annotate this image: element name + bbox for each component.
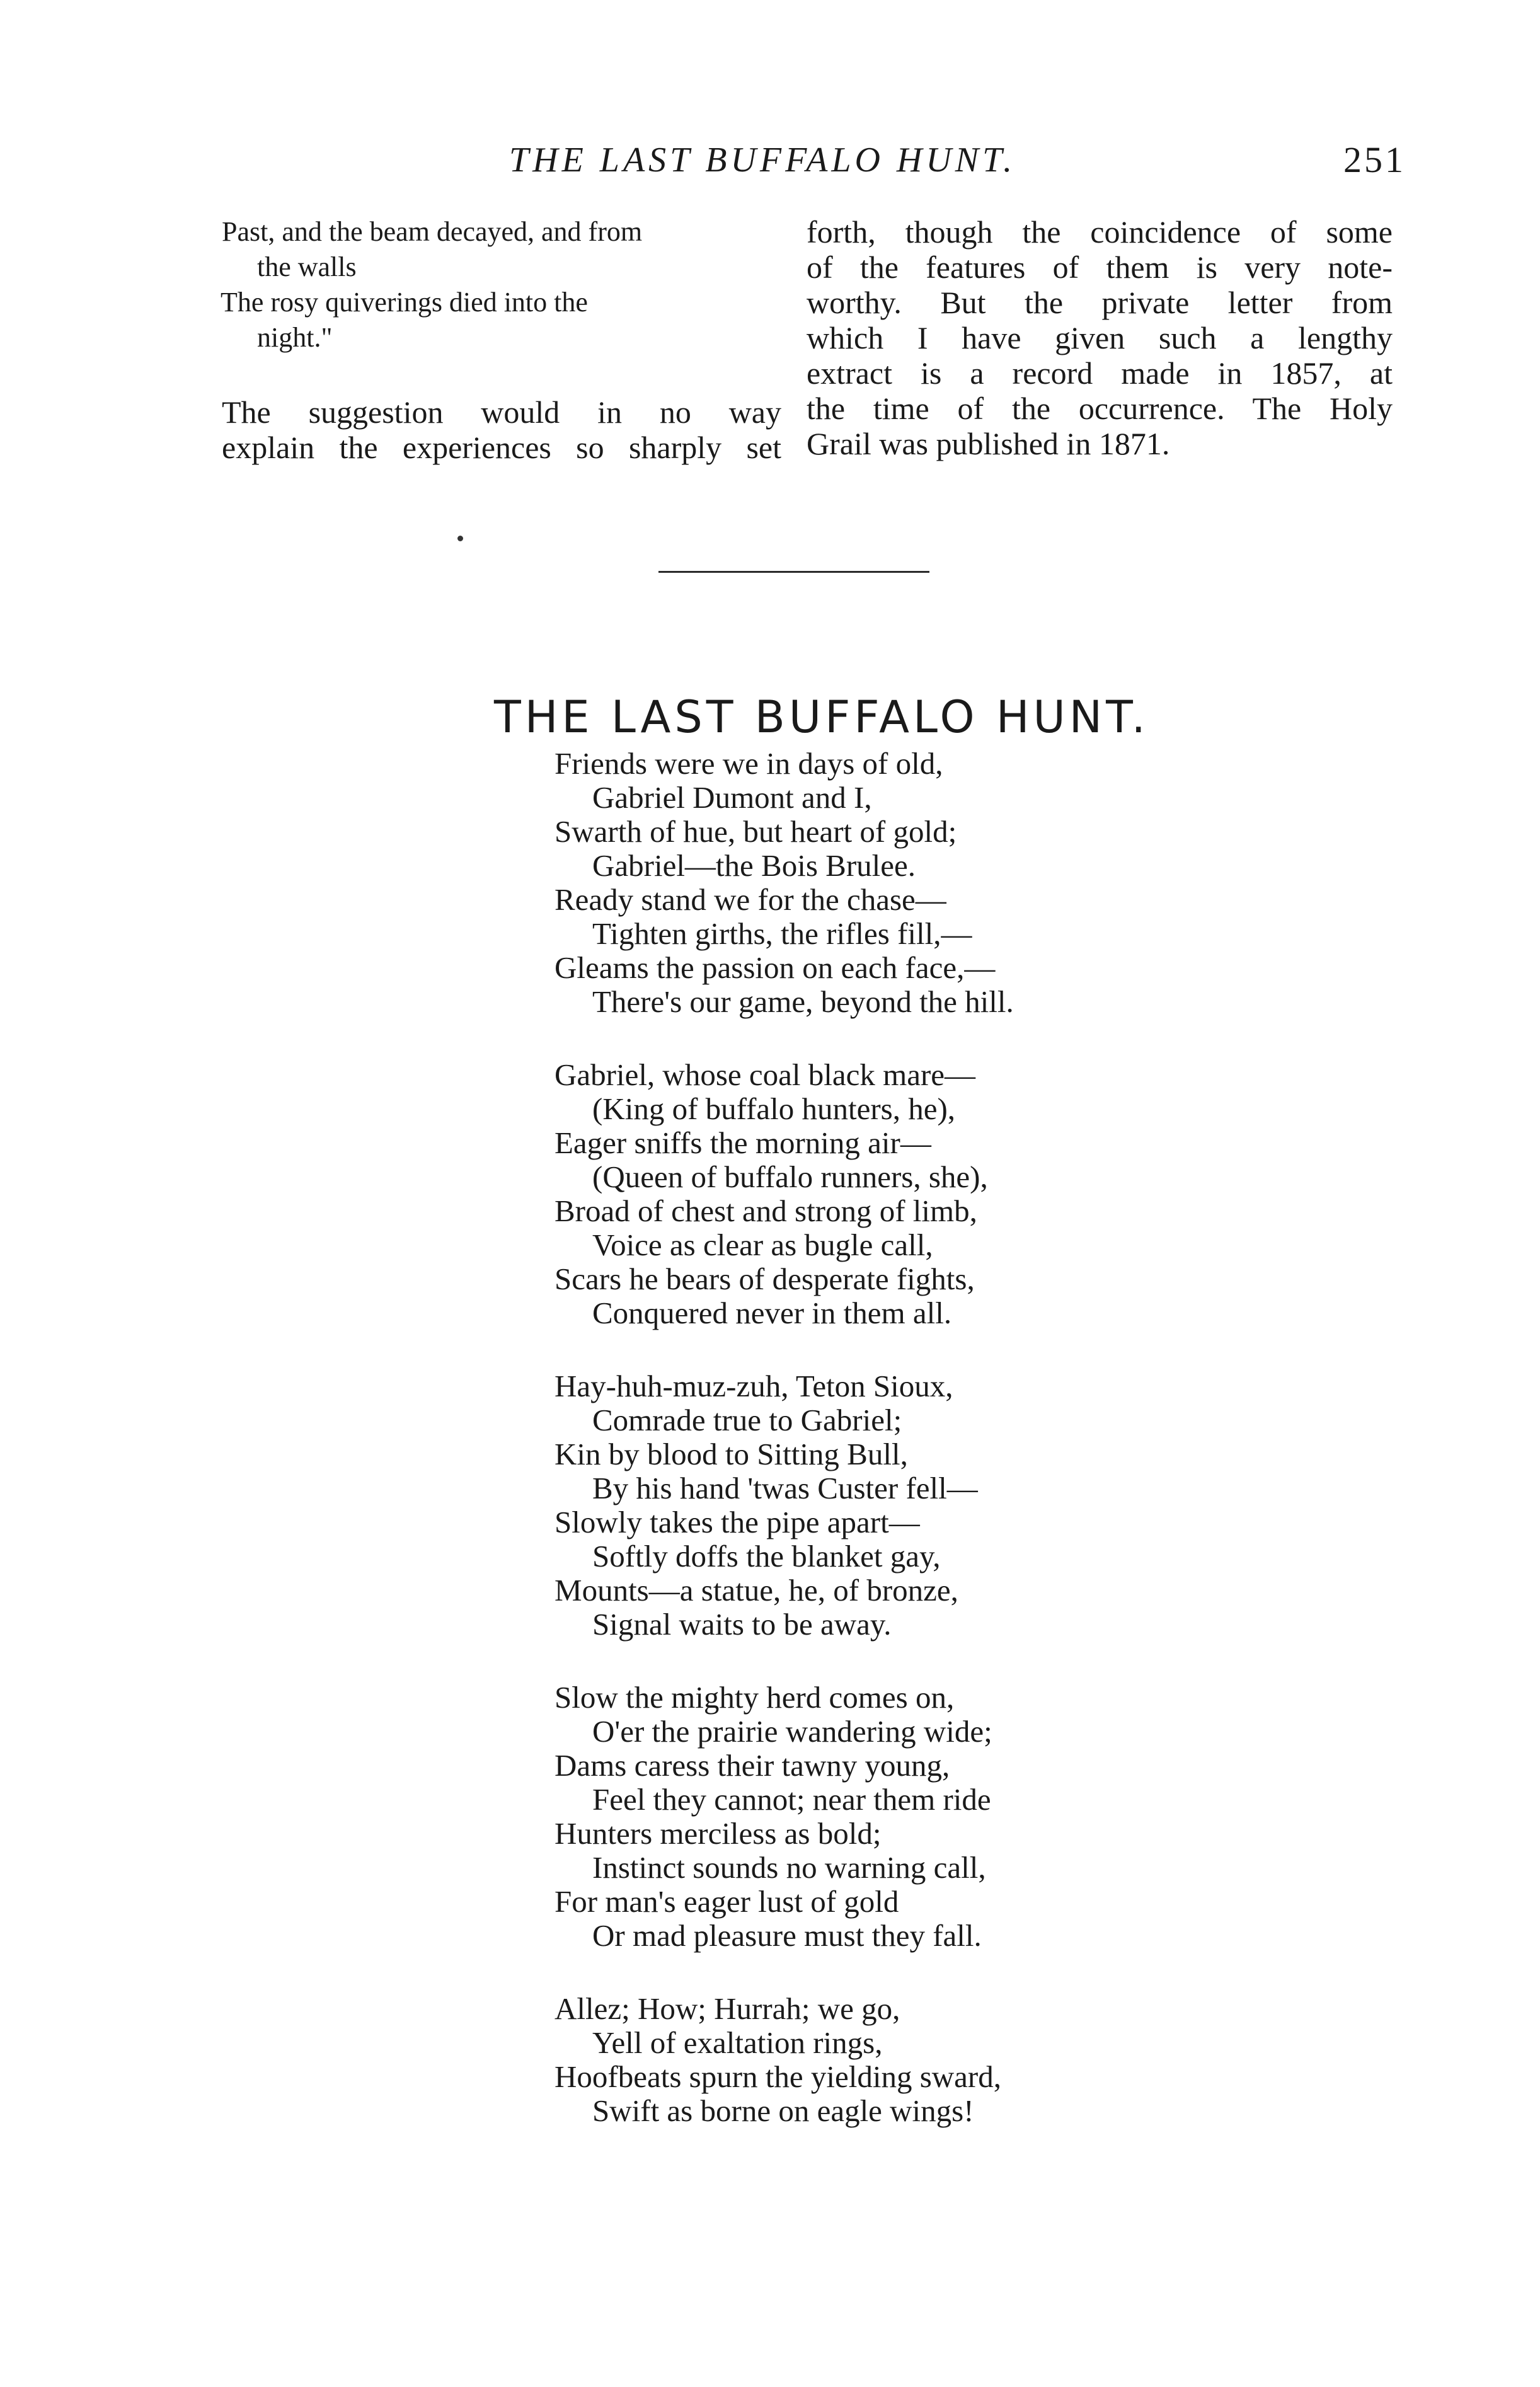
right-column [807,214,1393,461]
verse-line: For man's eager lust of gold [555,1884,899,1919]
verse-line: Yell of exaltation rings, [592,2025,883,2060]
quote-line: the walls [257,251,357,282]
verse-line: Swift as borne on eagle wings! [592,2093,974,2128]
verse-line: Comrade true to Gabriel; [592,1403,902,1437]
verse-line: O'er the prairie wandering wide; [592,1714,992,1749]
verse-line: Friends were we in days of old, [555,746,943,781]
left-column [187,214,781,465]
verse-line: Eager sniffs the morning air— [555,1125,931,1160]
verse-line: Kin by blood to Sitting Bull, [555,1437,908,1471]
paragraph-line: The suggestion would in no way [222,394,781,430]
verse-line: Signal waits to be away. [592,1607,892,1642]
verse-line: Allez; How; Hurrah; we go, [555,1991,900,2026]
verse-line: Mounts—a statue, he, of bronze, [555,1573,958,1608]
verse-line: Broad of chest and strong of limb, [555,1194,977,1228]
verse-line: Hay-huh-muz-zuh, Teton Sioux, [555,1369,953,1403]
verse-line: Ready stand we for the chase— [555,882,946,917]
paragraph-line: worthy. But the private letter from [807,285,1393,320]
verse-line: Gabriel Dumont and I, [592,780,872,815]
stanza [555,1992,1185,2128]
verse-line: Scars he bears of desperate fights, [555,1262,975,1296]
stanza [555,1369,1185,1642]
paragraph-right [807,214,1393,461]
quote-line: Past, and the beam decayed, and from [222,216,643,247]
paragraph-line: which I have given such a lengthy [807,320,1393,355]
verse-line: Hunters merciless as bold; [555,1816,882,1851]
section-divider [658,571,929,573]
verse-line: Voice as clear as bugle call, [592,1228,933,1262]
stanza [555,1058,1185,1330]
paragraph-line: forth, though the coincidence of some [807,214,1393,250]
page-number: 251 [1343,139,1406,180]
quote-block [187,214,781,355]
verse-line: Conquered never in them all. [592,1296,952,1330]
verse-line: Softly doffs the blanket gay, [592,1539,941,1573]
verse-line: By his hand 'twas Custer fell— [592,1471,978,1505]
quote-line: The rosy quiverings died into the [221,287,588,318]
paragraph-line: Grail was published in 1871. [807,426,1170,461]
verse-line: Gabriel, whose coal black mare— [555,1057,976,1092]
verse-line: There's our game, beyond the hill. [592,984,1014,1019]
verse-line: Slow the mighty herd comes on, [555,1680,955,1715]
verse-line: Gleams the passion on each face,— [555,950,996,985]
poem-title: THE LAST BUFFALO HUNT. [494,691,1149,743]
verse-line: Gabriel—the Bois Brulee. [592,848,916,883]
quote-line: night." [257,322,333,353]
verse-line: (Queen of buffalo runners, she), [592,1159,988,1194]
paragraph-line: the time of the occurrence. The Holy [807,391,1393,426]
stanza [555,747,1185,1019]
paragraph-line: extract is a record made in 1857, at [807,355,1393,391]
verse-line: Or mad pleasure must they fall. [592,1918,982,1953]
verse-line: Instinct sounds no warning call, [592,1850,986,1885]
paragraph-left [187,394,781,465]
verse-line: Dams caress their tawny young, [555,1748,950,1783]
verse-line: Feel they cannot; near them ride [592,1782,991,1817]
verse-line: Hoofbeats spurn the yielding sward, [555,2059,1001,2094]
verse-line: (King of buffalo hunters, he), [592,1091,956,1126]
running-head: THE LAST BUFFALO HUNT. [509,141,1016,180]
paragraph-line: of the features of them is very note- [807,250,1393,285]
verse-line: Swarth of hue, but heart of gold; [555,814,957,849]
stanza [555,1681,1185,1953]
poem [555,747,1185,2128]
paragraph-line: explain the experiences so sharply set [222,430,781,465]
stray-dot [457,536,463,541]
verse-line: Slowly takes the pipe apart— [555,1505,920,1539]
verse-line: Tighten girths, the rifles fill,— [592,916,972,951]
